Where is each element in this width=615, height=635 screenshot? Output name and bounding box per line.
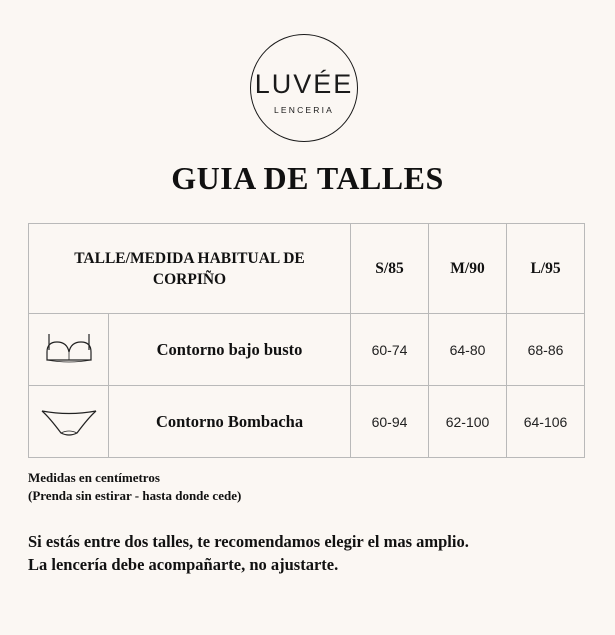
brand-logo [250, 34, 358, 142]
header-size-s: S/85 [351, 224, 429, 314]
row-label-panty: Contorno Bombacha [109, 386, 351, 458]
measurement-note [28, 469, 241, 505]
header-size-label: TALLE/MEDIDA HABITUAL DE CORPIÑO [29, 224, 351, 314]
size-recommendation [28, 530, 469, 576]
bra-icon [41, 330, 97, 370]
note-units: Medidas en centímetros [28, 470, 160, 485]
header-size-l: L/95 [507, 224, 585, 314]
brand-subtitle: LENCERIA [273, 105, 335, 115]
value-panty-s: 60-94 [351, 386, 429, 458]
recommendation-line-1: Si estás entre dos talles, te recomendamos elegir el mas amplio. [28, 532, 469, 551]
panty-icon-cell [29, 386, 109, 458]
value-underbust-s: 60-74 [351, 314, 429, 386]
recommendation-line-2: La lencería debe acompañarte, no ajustarte. [28, 555, 339, 574]
size-guide-table [28, 223, 585, 458]
table-row [29, 314, 585, 386]
value-underbust-m: 64-80 [429, 314, 507, 386]
panty-icon [39, 405, 99, 439]
table-row [29, 386, 585, 458]
page-title: GUIA DE TALLES [171, 160, 444, 196]
row-label-underbust: Contorno bajo busto [109, 314, 351, 386]
brand-name: LUVÉE [254, 69, 354, 99]
table-header-row [29, 224, 585, 314]
note-unstretched: (Prenda sin estirar - hasta donde cede) [28, 488, 242, 503]
header-size-m: M/90 [429, 224, 507, 314]
value-panty-l: 64-106 [507, 386, 585, 458]
bra-icon-cell [29, 314, 109, 386]
value-underbust-l: 68-86 [507, 314, 585, 386]
value-panty-m: 62-100 [429, 386, 507, 458]
